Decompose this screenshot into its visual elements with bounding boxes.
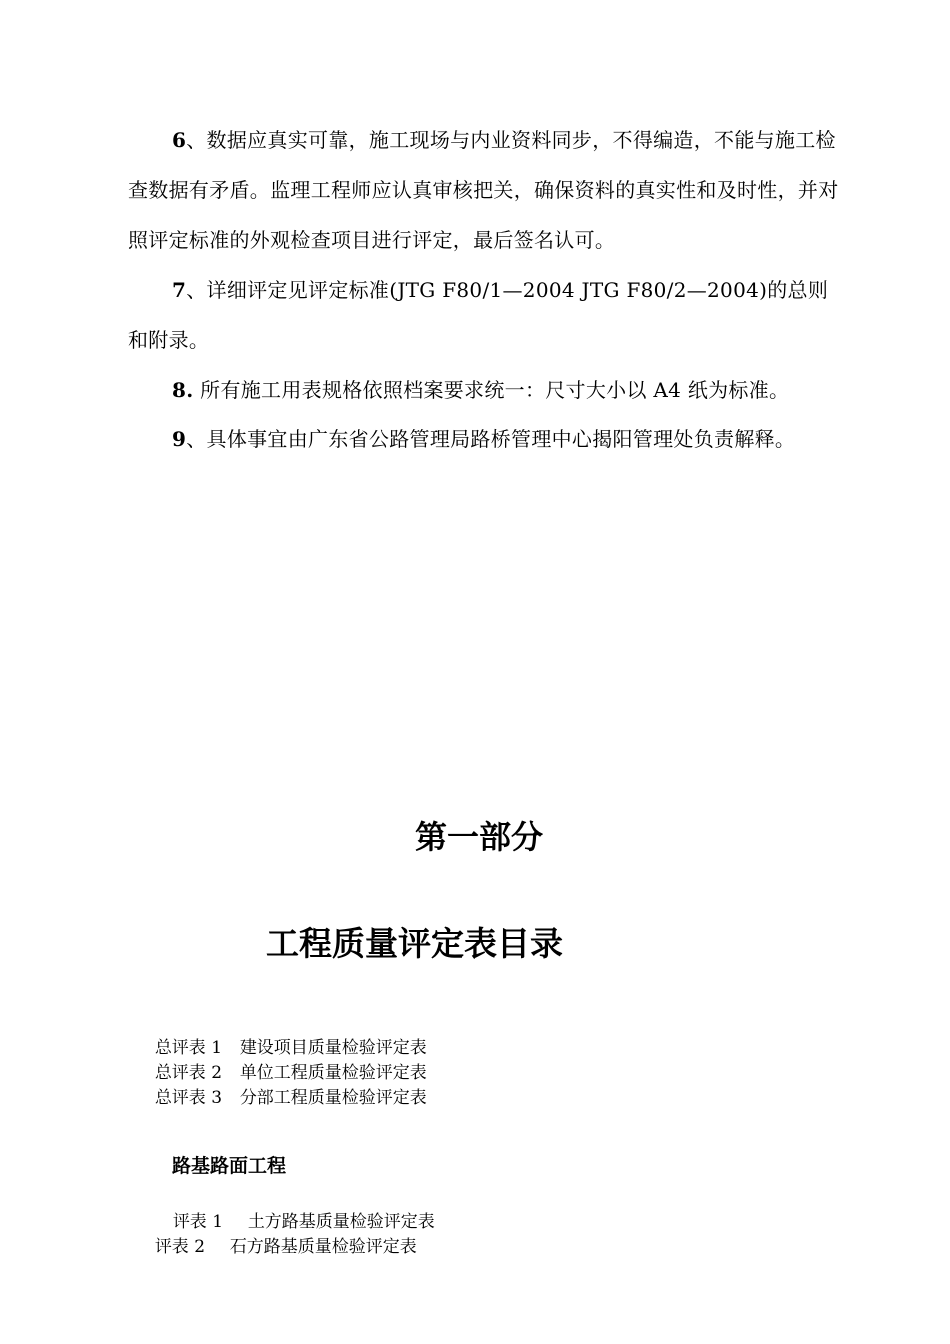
note-9-text: 、具体事宜由广东省公路管理局路桥管理中心揭阳管理处负责解释。 [186,427,796,451]
note-6-number: 6 [172,128,187,152]
note-8 [128,365,840,415]
form-title: 分部工程质量检验评定表 [239,1088,427,1108]
note-6 [128,115,840,265]
section-heading: 路基路面工程 [172,1155,287,1177]
form-code: 评表 2 [154,1237,206,1257]
form-title: 土方路基质量检验评定表 [247,1212,435,1232]
note-7 [128,265,840,365]
catalog-title: 工程质量评定表目录 [266,924,563,963]
form-code: 评表 1 [172,1212,224,1232]
form-code: 总评表 2 [154,1063,223,1083]
section-form-entry[interactable] [144,1211,417,1259]
form-title: 建设项目质量检验评定表 [239,1038,427,1058]
form-code: 总评表 1 [154,1038,223,1058]
note-6-text: 、数据应真实可靠，施工现场与内业资料同步，不得编造，不能与施工检查数据有矛盾。监理工程师应认真审核把关，确保资料的真实性和及时性，并对照评定标准的外观检查项目进行评定，最后签名认可。 [128,128,839,252]
note-7-text: 、详细评定见评定标准(JTG F80/1—2004 JTG F80/2—2004)的总则和附录。 [128,278,829,352]
note-8-number: 8. [172,378,194,402]
form-code: 总评表 3 [154,1088,223,1108]
note-7-number: 7 [172,278,187,302]
summary-form-entry[interactable] [144,1062,427,1110]
note-9-number: 9 [172,427,187,451]
form-title: 单位工程质量检验评定表 [239,1063,427,1083]
part-title: 第一部分 [414,818,543,856]
note-8-text: 所有施工用表规格依照档案要求统一：尺寸大小以 A4 纸为标准。 [193,378,790,402]
form-title: 石方路基质量检验评定表 [229,1237,417,1257]
note-9 [128,414,840,464]
